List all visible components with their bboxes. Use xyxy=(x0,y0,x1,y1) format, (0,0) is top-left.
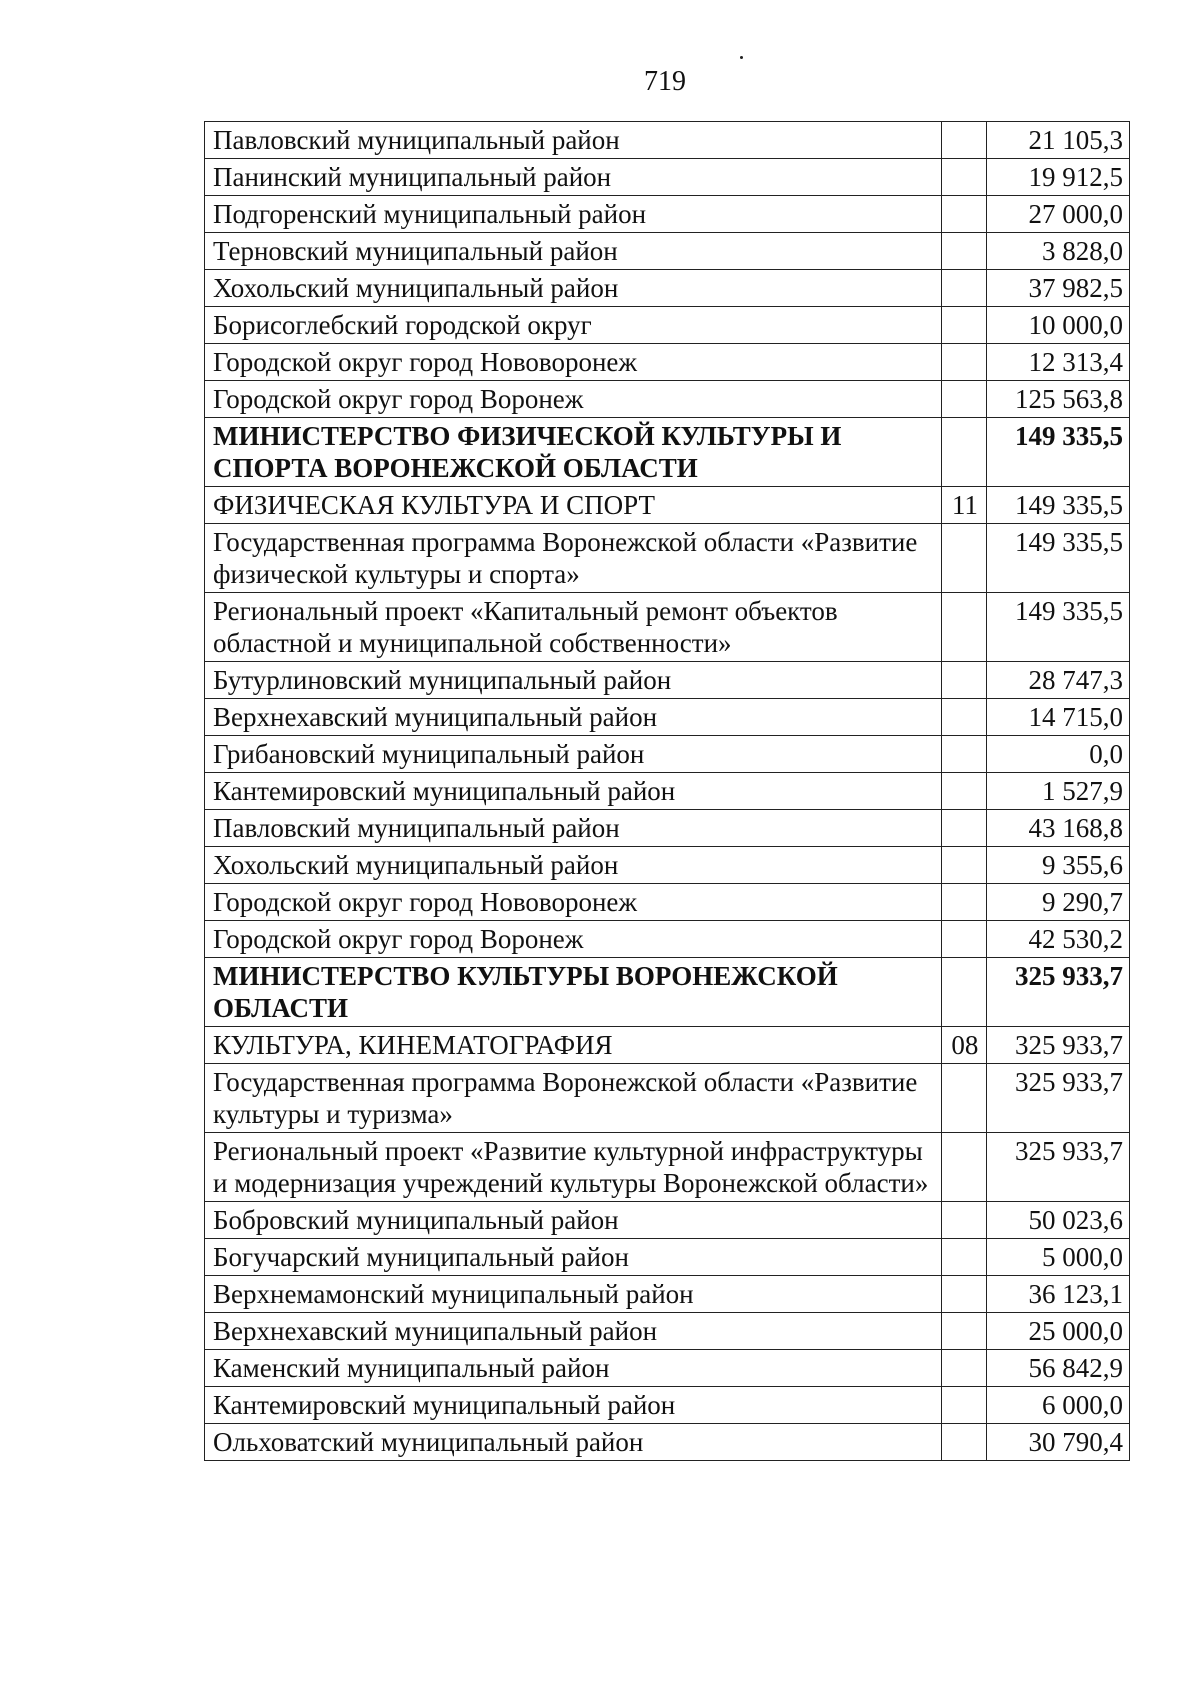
row-amount-cell: 149 335,5 xyxy=(986,524,1129,593)
row-amount-cell: 12 313,4 xyxy=(986,344,1129,381)
table-row xyxy=(205,810,1130,847)
table-row xyxy=(205,736,1130,773)
row-amount-cell: 25 000,0 xyxy=(986,1313,1129,1350)
row-amount-cell: 325 933,7 xyxy=(986,1064,1129,1133)
row-name-cell: Терновский муниципальный район xyxy=(205,233,942,270)
row-name-cell: Государственная программа Воронежской области «Развитие культуры и туризма» xyxy=(205,1064,942,1133)
table-row xyxy=(205,524,1130,593)
row-name-cell: Государственная программа Воронежской области «Развитие физической культуры и спорта» xyxy=(205,524,942,593)
row-amount-cell: 325 933,7 xyxy=(986,958,1129,1027)
row-name-cell: МИНИСТЕРСТВО ФИЗИЧЕСКОЙ КУЛЬТУРЫ И СПОРТА ВОРОНЕЖСКОЙ ОБЛАСТИ xyxy=(205,418,942,487)
row-amount-cell: 149 335,5 xyxy=(986,593,1129,662)
table-row xyxy=(205,233,1130,270)
budget-table xyxy=(204,121,1130,1461)
row-section-code-cell xyxy=(941,307,986,344)
row-amount-cell: 27 000,0 xyxy=(986,196,1129,233)
table-row-ministry xyxy=(205,418,1130,487)
row-section-code-cell xyxy=(941,1064,986,1133)
row-name-cell: Региональный проект «Капитальный ремонт объектов областной и муниципальной собственности» xyxy=(205,593,942,662)
table-row xyxy=(205,344,1130,381)
row-amount-cell: 36 123,1 xyxy=(986,1276,1129,1313)
row-section-code-cell xyxy=(941,1276,986,1313)
row-name-cell: Хохольский муниципальный район xyxy=(205,847,942,884)
row-section-code-cell xyxy=(941,884,986,921)
table-row xyxy=(205,1350,1130,1387)
row-section-code-cell: 11 xyxy=(941,487,986,524)
page-number: 719 xyxy=(644,66,686,97)
row-name-cell: Верхнехавский муниципальный район xyxy=(205,699,942,736)
table-row xyxy=(205,159,1130,196)
row-amount-cell: 325 933,7 xyxy=(986,1027,1129,1064)
row-section-code-cell xyxy=(941,593,986,662)
row-section-code-cell xyxy=(941,524,986,593)
row-amount-cell: 325 933,7 xyxy=(986,1133,1129,1202)
row-section-code-cell xyxy=(941,958,986,1027)
row-amount-cell: 1 527,9 xyxy=(986,773,1129,810)
table-row xyxy=(205,847,1130,884)
row-name-cell: Верхнемамонский муниципальный район xyxy=(205,1276,942,1313)
row-amount-cell: 56 842,9 xyxy=(986,1350,1129,1387)
row-amount-cell: 14 715,0 xyxy=(986,699,1129,736)
table-row xyxy=(205,1202,1130,1239)
table-row xyxy=(205,662,1130,699)
row-amount-cell: 3 828,0 xyxy=(986,233,1129,270)
row-amount-cell: 43 168,8 xyxy=(986,810,1129,847)
row-amount-cell: 125 563,8 xyxy=(986,381,1129,418)
row-name-cell: МИНИСТЕРСТВО КУЛЬТУРЫ ВОРОНЕЖСКОЙ ОБЛАСТИ xyxy=(205,958,942,1027)
row-name-cell: Ольховатский муниципальный район xyxy=(205,1424,942,1461)
row-amount-cell: 0,0 xyxy=(986,736,1129,773)
row-name-cell: Каменский муниципальный район xyxy=(205,1350,942,1387)
table-row xyxy=(205,196,1130,233)
row-amount-cell: 149 335,5 xyxy=(986,487,1129,524)
budget-table-body xyxy=(205,122,1130,1461)
table-row xyxy=(205,1276,1130,1313)
table-row xyxy=(205,921,1130,958)
row-section-code-cell xyxy=(941,418,986,487)
row-section-code-cell xyxy=(941,1202,986,1239)
row-amount-cell: 37 982,5 xyxy=(986,270,1129,307)
table-row xyxy=(205,593,1130,662)
row-section-code-cell xyxy=(941,1350,986,1387)
row-section-code-cell xyxy=(941,1133,986,1202)
row-amount-cell: 19 912,5 xyxy=(986,159,1129,196)
row-section-code-cell xyxy=(941,196,986,233)
row-section-code-cell xyxy=(941,270,986,307)
row-name-cell: Павловский муниципальный район xyxy=(205,810,942,847)
table-row xyxy=(205,1239,1130,1276)
row-section-code-cell xyxy=(941,1387,986,1424)
row-amount-cell: 30 790,4 xyxy=(986,1424,1129,1461)
row-amount-cell: 149 335,5 xyxy=(986,418,1129,487)
row-name-cell: Кантемировский муниципальный район xyxy=(205,773,942,810)
row-name-cell: Городской округ город Воронеж xyxy=(205,381,942,418)
row-amount-cell: 50 023,6 xyxy=(986,1202,1129,1239)
row-name-cell: Верхнехавский муниципальный район xyxy=(205,1313,942,1350)
table-row xyxy=(205,381,1130,418)
table-row xyxy=(205,1387,1130,1424)
table-row xyxy=(205,270,1130,307)
row-amount-cell: 21 105,3 xyxy=(986,122,1129,159)
table-row xyxy=(205,699,1130,736)
table-row xyxy=(205,487,1130,524)
row-name-cell: Грибановский муниципальный район xyxy=(205,736,942,773)
row-name-cell: Кантемировский муниципальный район xyxy=(205,1387,942,1424)
row-section-code-cell xyxy=(941,773,986,810)
row-name-cell: Богучарский муниципальный район xyxy=(205,1239,942,1276)
row-name-cell: Борисоглебский городской округ xyxy=(205,307,942,344)
row-name-cell: Бобровский муниципальный район xyxy=(205,1202,942,1239)
table-row xyxy=(205,1064,1130,1133)
row-amount-cell: 5 000,0 xyxy=(986,1239,1129,1276)
row-amount-cell: 10 000,0 xyxy=(986,307,1129,344)
table-row xyxy=(205,773,1130,810)
table-row xyxy=(205,884,1130,921)
row-section-code-cell xyxy=(941,1424,986,1461)
row-section-code-cell xyxy=(941,159,986,196)
table-row xyxy=(205,1313,1130,1350)
row-section-code-cell xyxy=(941,1239,986,1276)
row-name-cell: Городской округ город Нововоронеж xyxy=(205,344,942,381)
row-amount-cell: 9 290,7 xyxy=(986,884,1129,921)
row-section-code-cell xyxy=(941,662,986,699)
table-row xyxy=(205,1424,1130,1461)
row-name-cell: Павловский муниципальный район xyxy=(205,122,942,159)
row-section-code-cell xyxy=(941,921,986,958)
table-row xyxy=(205,1027,1130,1064)
row-name-cell: Бутурлиновский муниципальный район xyxy=(205,662,942,699)
row-name-cell: Панинский муниципальный район xyxy=(205,159,942,196)
row-amount-cell: 28 747,3 xyxy=(986,662,1129,699)
table-row xyxy=(205,122,1130,159)
scan-speck xyxy=(740,56,743,59)
row-section-code-cell xyxy=(941,699,986,736)
row-name-cell: Хохольский муниципальный район xyxy=(205,270,942,307)
row-section-code-cell xyxy=(941,233,986,270)
row-name-cell: Подгоренский муниципальный район xyxy=(205,196,942,233)
row-section-code-cell xyxy=(941,381,986,418)
row-amount-cell: 9 355,6 xyxy=(986,847,1129,884)
row-section-code-cell xyxy=(941,122,986,159)
row-amount-cell: 42 530,2 xyxy=(986,921,1129,958)
row-section-code-cell xyxy=(941,1313,986,1350)
table-row xyxy=(205,1133,1130,1202)
row-name-cell: Региональный проект «Развитие культурной инфраструктуры и модернизация учреждений культуры Воронежской области» xyxy=(205,1133,942,1202)
row-section-code-cell xyxy=(941,344,986,381)
table-row xyxy=(205,307,1130,344)
row-section-code-cell xyxy=(941,810,986,847)
row-name-cell: ФИЗИЧЕСКАЯ КУЛЬТУРА И СПОРТ xyxy=(205,487,942,524)
row-amount-cell: 6 000,0 xyxy=(986,1387,1129,1424)
table-row-ministry xyxy=(205,958,1130,1027)
row-name-cell: КУЛЬТУРА, КИНЕМАТОГРАФИЯ xyxy=(205,1027,942,1064)
row-section-code-cell xyxy=(941,736,986,773)
row-name-cell: Городской округ город Воронеж xyxy=(205,921,942,958)
row-section-code-cell xyxy=(941,847,986,884)
row-name-cell: Городской округ город Нововоронеж xyxy=(205,884,942,921)
row-section-code-cell: 08 xyxy=(941,1027,986,1064)
